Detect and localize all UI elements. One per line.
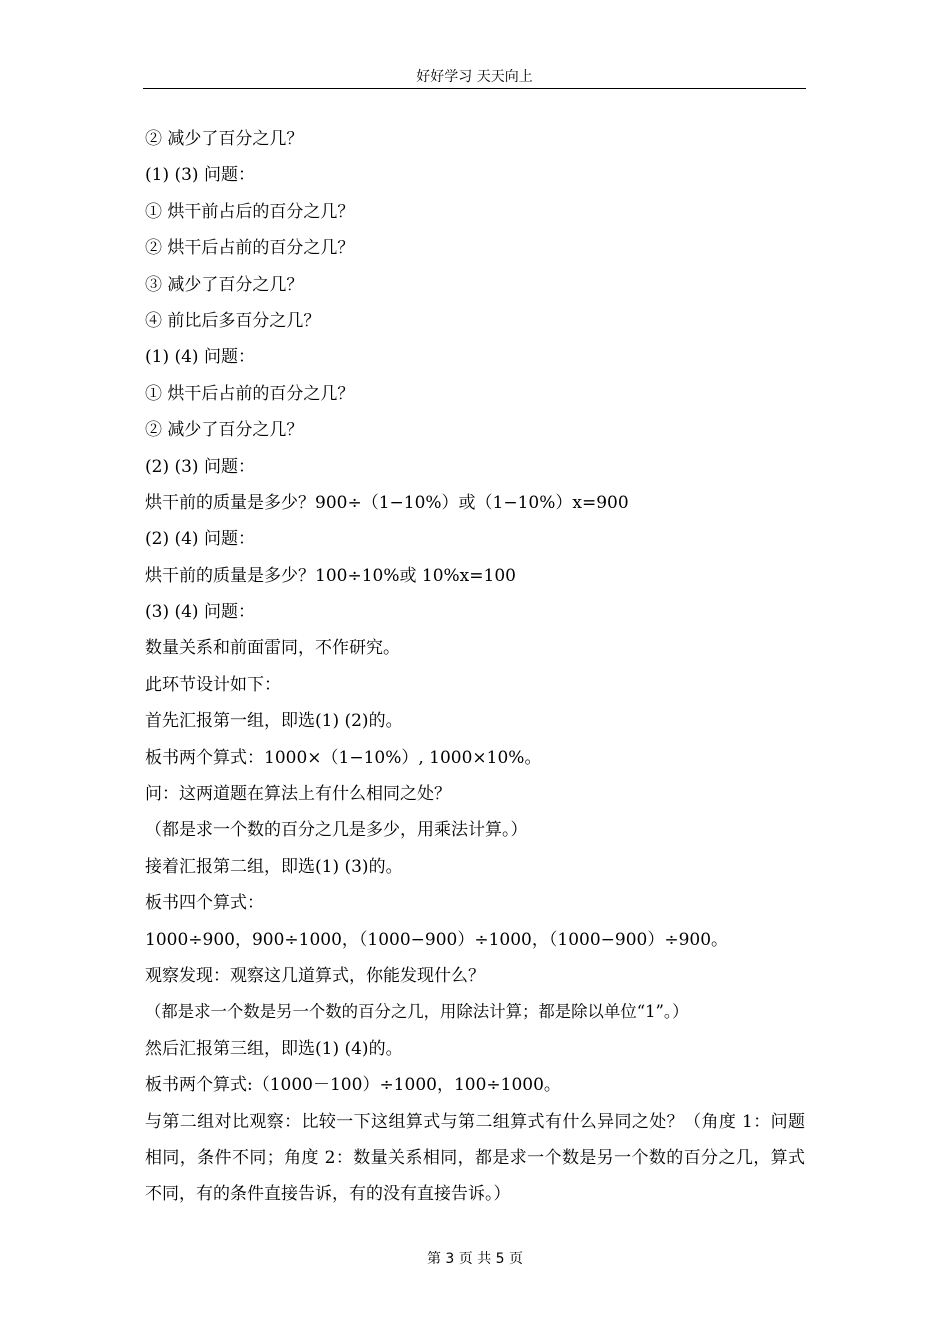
text-line: ③ 减少了百分之几？	[145, 274, 304, 295]
section-heading: (3) (4) 问题：	[145, 602, 255, 623]
section-heading: (1) (3) 问题：	[145, 165, 255, 186]
section-heading: (1) (4) 问题：	[145, 347, 255, 368]
text-line: 此环节设计如下：	[145, 674, 281, 695]
text-line: ① 烘干前占后的百分之几？	[145, 201, 355, 222]
page-footer: 第 3 页 共 5 页	[426, 1251, 524, 1267]
formula-line: 1000÷900，900÷1000，（1000−900）÷1000，（1000−900）÷900。	[145, 929, 729, 950]
text-line: 接着汇报第二组，即选(1) (3)的。	[145, 856, 403, 877]
text-line: 观察发现：观察这几道算式，你能发现什么？	[145, 965, 485, 986]
formula-line: 烘干前的质量是多少？100÷10%或 10%x=100	[145, 565, 516, 586]
text-line: 数量关系和前面雷同，不作研究。	[145, 638, 400, 659]
page-header: 好好学习 天天向上	[416, 69, 533, 85]
document-body	[145, 121, 808, 1213]
section-heading: (2) (3) 问题：	[145, 456, 255, 477]
header-divider	[143, 88, 806, 89]
text-line: （都是求一个数的百分之几是多少，用乘法计算。）	[145, 820, 528, 841]
text-line: 然后汇报第三组，即选(1) (4)的。	[145, 1038, 403, 1059]
text-line: （都是求一个数是另一个数的百分之几，用除法计算；都是除以单位“1”。）	[145, 1002, 689, 1022]
text-line: ① 烘干后占前的百分之几？	[145, 383, 355, 404]
text-line: 问：这两道题在算法上有什么相同之处？	[145, 784, 451, 805]
text-line: ② 减少了百分之几？	[145, 420, 304, 441]
formula-line: 板书两个算式：1000×（1−10%）, 1000×10%。	[145, 747, 542, 768]
text-line: 首先汇报第一组，即选(1) (2)的。	[145, 711, 403, 732]
text-line: 板书四个算式：	[145, 893, 264, 914]
text-line: ② 减少了百分之几？	[145, 129, 304, 149]
section-heading: (2) (4) 问题：	[145, 529, 255, 550]
final-paragraph: 与第二组对比观察：比较一下这组算式与第二组算式有什么异同之处？（角度 1：问题相同，条件不同；角度 2：数量关系相同，都是求一个数是另一个数的百分之几，算式不同，有的条件直接告诉，有的没有直接告诉。）	[145, 1111, 805, 1205]
text-line: ④ 前比后多百分之几？	[145, 310, 321, 331]
text-line: ② 烘干后占前的百分之几？	[145, 238, 355, 259]
formula-line: 板书两个算式:（1000－100）÷1000，100÷1000。	[145, 1075, 561, 1096]
formula-line: 烘干前的质量是多少？900÷（1−10%）或（1−10%）x=900	[145, 492, 629, 513]
